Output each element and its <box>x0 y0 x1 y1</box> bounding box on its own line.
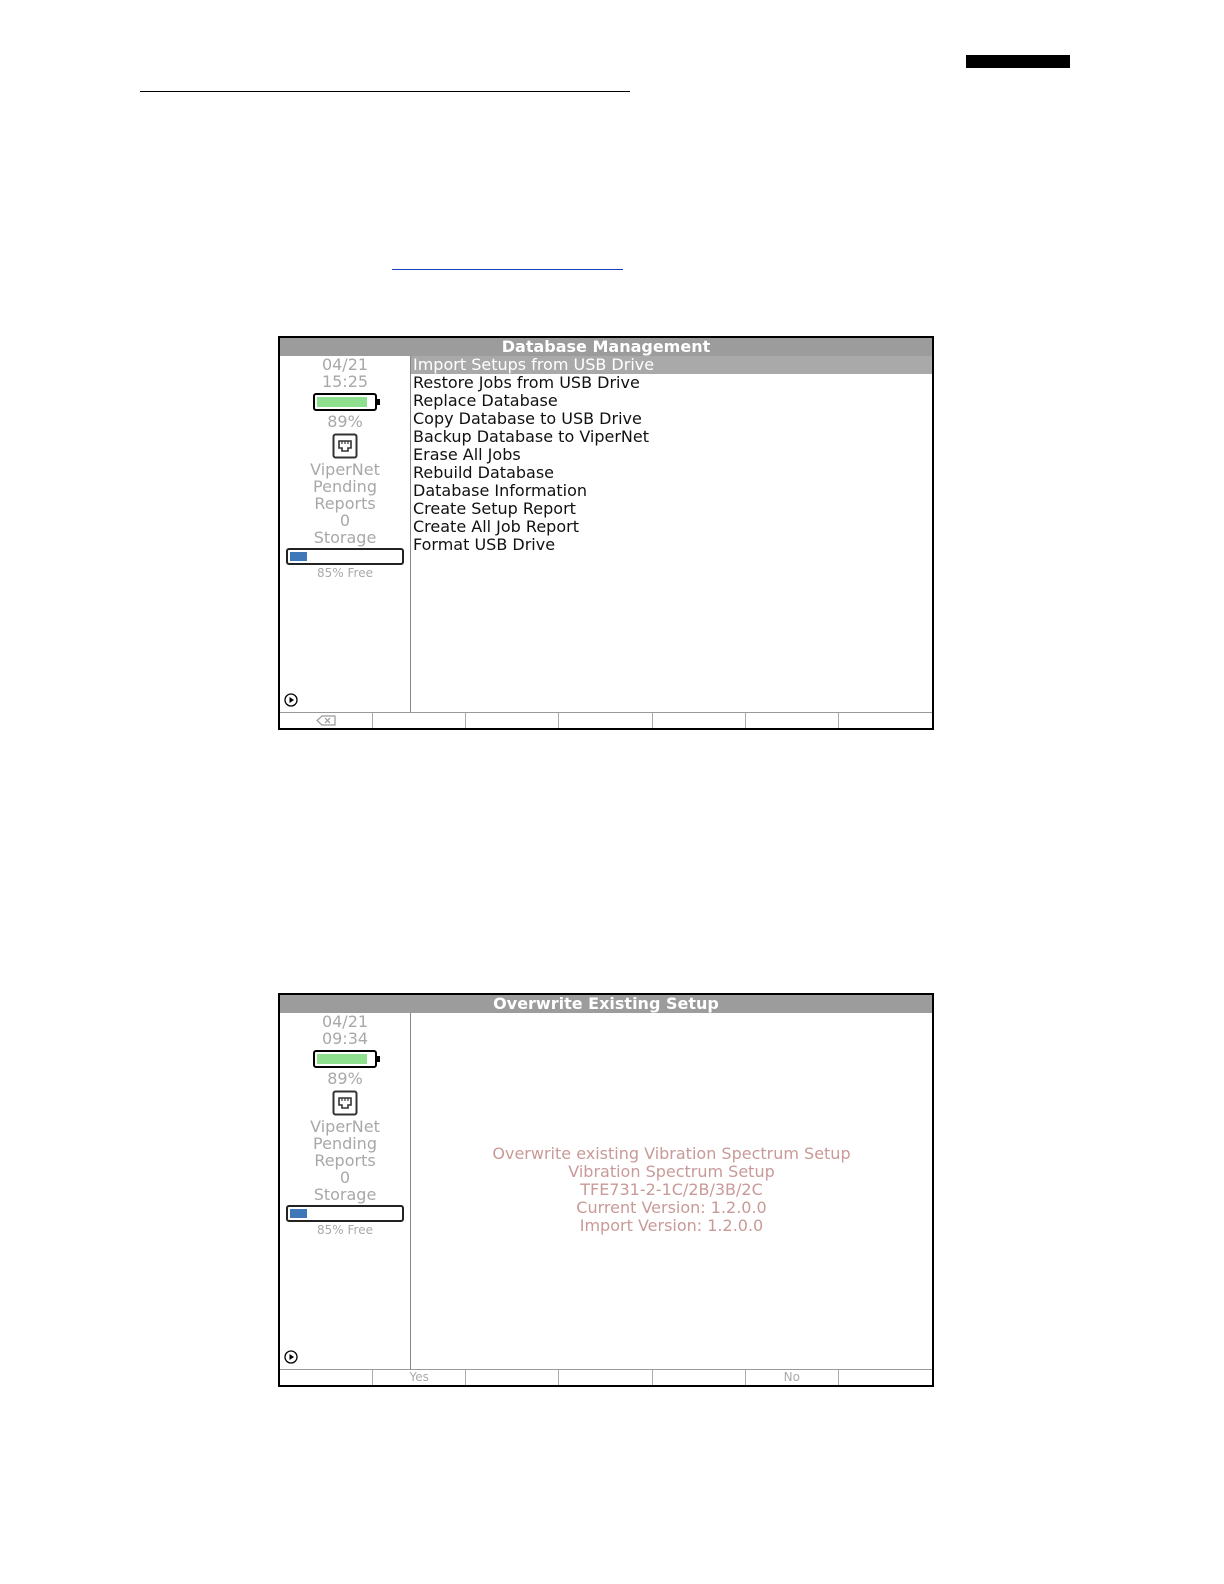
softkey-4[interactable] <box>559 1370 652 1385</box>
reports-label: Reports <box>314 1151 376 1170</box>
battery-icon <box>313 393 377 411</box>
database-management-screen <box>278 336 934 730</box>
overwrite-message <box>411 1145 932 1235</box>
backspace-icon <box>316 715 336 726</box>
storage-bar <box>286 548 404 565</box>
header-rule <box>140 91 630 92</box>
storage-bar <box>286 1205 404 1222</box>
storage-label: Storage <box>313 528 377 547</box>
ethernet-port-icon <box>332 1090 358 1116</box>
screen-title: Database Management <box>280 338 932 356</box>
battery-fill <box>317 397 367 407</box>
battery-tip <box>377 1056 380 1062</box>
menu-item-erase-all-jobs[interactable]: Erase All Jobs <box>413 445 521 464</box>
menu-item-copy-database[interactable]: Copy Database to USB Drive <box>413 409 642 428</box>
menu-list <box>411 356 932 712</box>
pending-label: Pending <box>313 477 377 496</box>
message-area <box>411 1013 932 1369</box>
status-sidebar <box>280 1013 411 1369</box>
softkey-backspace[interactable] <box>280 713 373 728</box>
header-black-bar <box>966 55 1070 68</box>
storage-free-label: 85% Free <box>317 566 373 580</box>
yes-button[interactable]: Yes <box>373 1370 466 1385</box>
ethernet-port-icon <box>332 433 358 459</box>
softkey-3[interactable] <box>466 1370 559 1385</box>
softkey-bar <box>280 712 932 728</box>
softkey-bar <box>280 1369 932 1385</box>
message-line: Import Version: 1.2.0.0 <box>579 1216 764 1235</box>
storage-fill <box>290 1209 307 1218</box>
storage-free-label: 85% Free <box>317 1223 373 1237</box>
reports-label: Reports <box>314 494 376 513</box>
status-sidebar <box>280 356 411 712</box>
status-time: 09:34 <box>321 1029 369 1048</box>
menu-item-format-usb-drive[interactable]: Format USB Drive <box>413 535 556 554</box>
softkey-7[interactable] <box>839 1370 932 1385</box>
overwrite-setup-screen <box>278 993 934 1387</box>
menu-item-replace-database[interactable]: Replace Database <box>413 391 558 410</box>
softkey-5[interactable] <box>653 1370 746 1385</box>
menu-item-create-all-job-report[interactable]: Create All Job Report <box>413 517 579 536</box>
status-date: 04/21 <box>321 1012 369 1031</box>
softkey-6[interactable] <box>746 713 839 728</box>
play-circle-icon[interactable] <box>284 1350 298 1364</box>
storage-fill <box>290 552 307 561</box>
pending-label: Pending <box>313 1134 377 1153</box>
reports-count: 0 <box>339 1168 351 1187</box>
softkey-4[interactable] <box>559 713 652 728</box>
battery-percent: 89% <box>327 1069 363 1088</box>
play-circle-icon[interactable] <box>284 693 298 707</box>
softkey-3[interactable] <box>466 713 559 728</box>
network-name: ViperNet <box>310 1117 380 1136</box>
network-name: ViperNet <box>310 460 380 479</box>
menu-item-restore-jobs[interactable]: Restore Jobs from USB Drive <box>413 373 640 392</box>
softkey-7[interactable] <box>839 713 932 728</box>
battery-icon <box>313 1050 377 1068</box>
screen-title: Overwrite Existing Setup <box>280 995 932 1013</box>
softkey-5[interactable] <box>653 713 746 728</box>
softkey-2[interactable] <box>373 713 466 728</box>
link-underline <box>392 269 623 270</box>
message-line: Overwrite existing Vibration Spectrum Setup <box>492 1144 851 1163</box>
battery-percent: 89% <box>327 412 363 431</box>
menu-item-create-setup-report[interactable]: Create Setup Report <box>413 499 576 518</box>
softkey-1[interactable] <box>280 1370 373 1385</box>
menu-item-rebuild-database[interactable]: Rebuild Database <box>413 463 555 482</box>
message-line: Vibration Spectrum Setup <box>568 1162 775 1181</box>
message-line: Current Version: 1.2.0.0 <box>576 1198 767 1217</box>
menu-item-database-information[interactable]: Database Information <box>413 481 588 500</box>
battery-tip <box>377 399 380 405</box>
message-line: TFE731-2-1C/2B/3B/2C <box>580 1180 763 1199</box>
storage-label: Storage <box>313 1185 377 1204</box>
reports-count: 0 <box>339 511 351 530</box>
battery-fill <box>317 1054 367 1064</box>
status-date: 04/21 <box>321 355 369 374</box>
menu-item-backup-database[interactable]: Backup Database to ViperNet <box>413 427 650 446</box>
menu-item-import-setups[interactable]: Import Setups from USB Drive <box>411 356 932 374</box>
status-time: 15:25 <box>321 372 369 391</box>
no-button[interactable]: No <box>746 1370 839 1385</box>
